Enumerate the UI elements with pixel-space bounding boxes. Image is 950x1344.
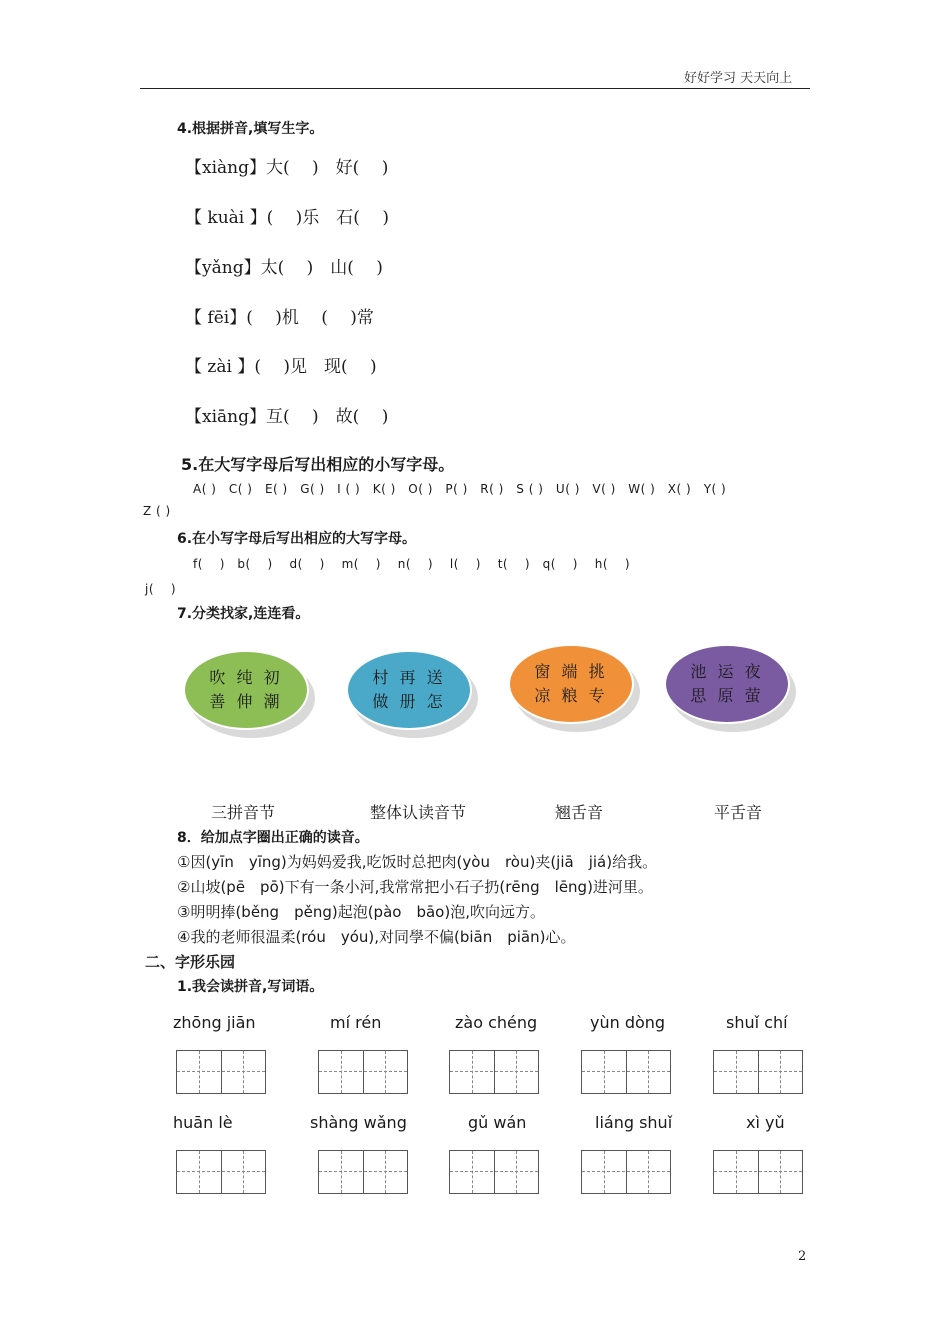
q4-line-1: 【xiàng】大( ) 好( ) (185, 158, 389, 178)
q5-letters-row-1: A( ) C( ) E( ) G( ) I ( ) K( ) O( ) P( ) R( ) S ( ) U( ) V( ) W( ) X( ) Y( ) (193, 482, 727, 496)
header-motto: 好好学习 天天向上 (684, 71, 793, 86)
writing-grid[interactable] (176, 1050, 266, 1094)
section-2-q1-title: 1.我会读拼音,写词语。 (177, 979, 324, 995)
header-rule (140, 88, 810, 89)
oval-4-line-1: 池 运 夜 (690, 662, 764, 681)
pinyin-3: zào chéng (455, 1013, 538, 1032)
q7-title: 7.分类找家,连连看。 (177, 606, 310, 622)
oval-group-3[interactable] (508, 644, 634, 724)
q4-line-2: 【 kuài 】( )乐 石( ) (185, 208, 389, 228)
pinyin-9: liáng shuǐ (595, 1113, 673, 1132)
oval-4-line-2: 思 原 萤 (690, 686, 764, 705)
pinyin-10: xì yǔ (746, 1113, 785, 1132)
q4-line-6: 【xiāng】互( ) 故( ) (185, 407, 389, 427)
q6-letters-row-2: j( ) (145, 582, 177, 596)
oval-group-4[interactable] (664, 644, 790, 724)
writing-grid[interactable] (318, 1050, 408, 1094)
q8-sentence-3: ③明明捧(běng pěng)起泡(pào bāo)泡,吹向远方。 (177, 903, 545, 921)
category-4[interactable]: 平舌音 (714, 803, 763, 822)
writing-grid[interactable] (449, 1150, 539, 1194)
category-1[interactable]: 三拼音节 (211, 803, 276, 822)
q8-sentence-2: ②山坡(pē pō)下有一条小河,我常常把小石子扔(rēng lēng)进河里。 (177, 878, 653, 896)
q5-title: 5.在大写字母后写出相应的小写字母。 (181, 455, 455, 474)
q8-sentence-1: ①因(yīn yīng)为妈妈爱我,吃饭时总把肉(yòu ròu)夹(jiā jiá)给我。 (177, 853, 658, 871)
writing-grid[interactable] (581, 1050, 671, 1094)
writing-grid[interactable] (318, 1150, 408, 1194)
oval-group-2[interactable] (346, 650, 472, 730)
writing-grid[interactable] (449, 1050, 539, 1094)
page-number: 2 (798, 1249, 807, 1264)
category-3[interactable]: 翘舌音 (555, 803, 604, 822)
pinyin-4: yùn dòng (590, 1013, 666, 1032)
oval-1-line-2: 善 伸 潮 (209, 692, 283, 711)
writing-grid[interactable] (713, 1050, 803, 1094)
section-2-title: 二、字形乐园 (145, 953, 236, 971)
q4-line-5: 【 zài 】( )见 现( ) (185, 357, 377, 377)
pinyin-2: mí rén (330, 1013, 382, 1032)
q4-title: 4.根据拼音,填写生字。 (177, 121, 324, 137)
pinyin-7: shàng wǎng (310, 1113, 407, 1132)
oval-1-line-1: 吹 纯 初 (209, 668, 283, 687)
q8-title: 8．给加点字圈出正确的读音。 (177, 830, 369, 846)
pinyin-8: gǔ wán (468, 1113, 527, 1132)
writing-grid[interactable] (176, 1150, 266, 1194)
oval-2-line-2: 做 册 怎 (372, 692, 446, 711)
q6-title: 6.在小写字母后写出相应的大写字母。 (177, 531, 417, 547)
q5-letters-row-2: Z ( ) (143, 504, 171, 518)
oval-2-line-1: 村 再 送 (372, 668, 446, 687)
writing-grid[interactable] (713, 1150, 803, 1194)
oval-3-line-2: 凉 粮 专 (534, 686, 608, 705)
oval-group-1[interactable] (183, 650, 309, 730)
pinyin-5: shuǐ chí (726, 1013, 788, 1032)
pinyin-6: huān lè (173, 1113, 233, 1132)
oval-3-line-1: 窗 端 挑 (534, 662, 608, 681)
writing-grid[interactable] (581, 1150, 671, 1194)
q6-letters-row-1: f( ) b( ) d( ) m( ) n( ) l( ) t( ) q( ) h( ) (193, 557, 631, 571)
pinyin-1: zhōng jiān (173, 1013, 256, 1032)
q4-line-4: 【 fēi】( )机 ( )常 (185, 308, 374, 328)
category-2[interactable]: 整体认读音节 (370, 803, 467, 822)
q4-line-3: 【yǎng】太( ) 山( ) (185, 258, 383, 278)
q8-sentence-4: ④我的老师很温柔(róu yóu),对同學不偏(biān piān)心。 (177, 928, 576, 946)
